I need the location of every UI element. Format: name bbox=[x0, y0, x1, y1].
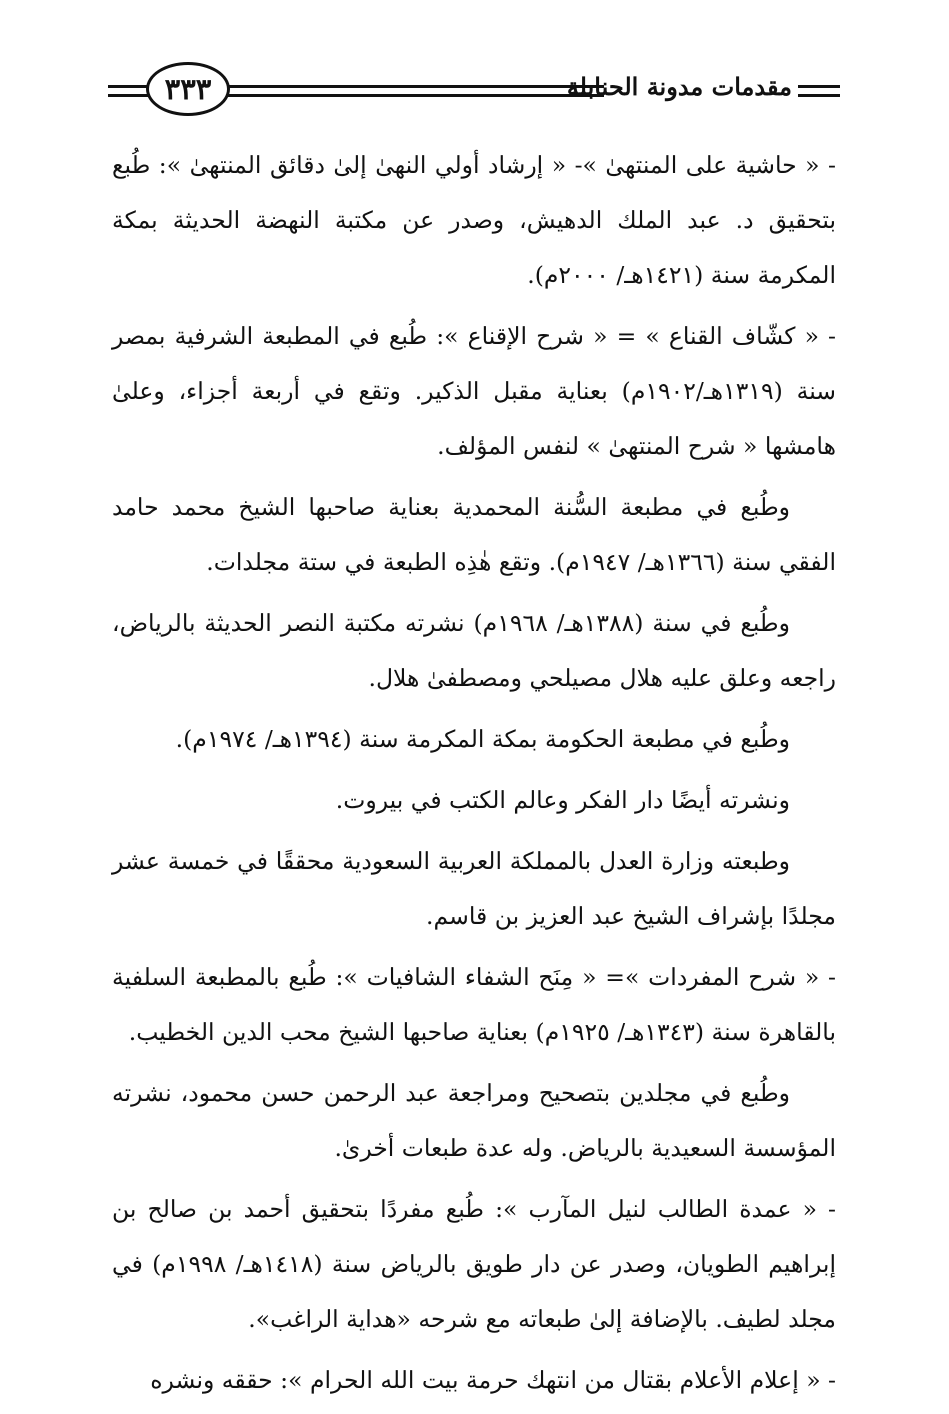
page-body bbox=[112, 138, 836, 1414]
header-rule-middle bbox=[228, 85, 604, 97]
paragraph-mufradat: - « شرح المفردات »= « مِنَح الشفاء الشافيات »: طُبع بالمطبعة السلفية بالقاهرة سنة (١٣٤٣هـ/ ١٩٢٥م) بعناية صاحبها الشيخ محب الدين الخطيب. bbox=[112, 963, 836, 1046]
paragraph-sunna-edition: وطُبع في مطبعة السُّنة المحمدية بعناية صاحبها الشيخ محمد حامد الفقي سنة (١٣٦٦هـ/ ١٩٤٧م). وتقع هٰذِه الطبعة في ستة مجلدات. bbox=[112, 493, 836, 576]
header-rule-right bbox=[798, 85, 840, 97]
running-title: مقدمات مدونة الحنابلة bbox=[566, 72, 792, 101]
paragraph-government-edition: وطُبع في مطبعة الحكومة بمكة المكرمة سنة (١٣٩٤هـ/ ١٩٧٤م). bbox=[175, 725, 790, 753]
paragraph-umdat-al-talib: - « عمدة الطالب لنيل المآرب »: طُبع مفردًا بتحقيق أحمد بن صالح بن إبراهيم الطويان، وصدر عن دار طويق بالرياض سنة (١٤١٨هـ/ ١٩٩٨م) في مجلد لطيف. بالإضافة إلىٰ طبعاته مع شرحه «هداية الراغب». bbox=[112, 1195, 836, 1333]
paragraph-hashiya: - « حاشية على المنتهىٰ »- « إرشاد أولي النهىٰ إلىٰ دقائق المنتهىٰ »: طُبع بتحقيق د. عبد الملك الدهيش، وصدر عن مكتبة النهضة الحديثة بمكة المكرمة سنة (١٤٢١هـ/ ٢٠٠٠م). bbox=[112, 151, 836, 289]
paragraph-kashshaf: - « كشّاف القناع » = « شرح الإقناع »: طُبع في المطبعة الشرفية بمصر سنة (١٣١٩هـ/١٩٠٢م) بعناية مقبل الذكير. وتقع في أربعة أجزاء، وعلىٰ هامشها « شرح المنتهىٰ » لنفس المؤلف. bbox=[112, 322, 836, 460]
paragraph-two-volumes-edition: وطُبع في مجلدين بتصحيح ومراجعة عبد الرحمن حسن محمود، نشرته المؤسسة السعيدية بالرياض. وله عدة طبعات أخرىٰ. bbox=[112, 1079, 836, 1162]
paragraph-ilam-al-alam: - « إعلام الأعلام بقتال من انتهك حرمة بيت الله الحرام »: حققه ونشره bbox=[150, 1366, 836, 1394]
paragraph-fikr-edition: ونشرته أيضًا دار الفكر وعالم الكتب في بيروت. bbox=[335, 786, 790, 814]
paragraph-justice-edition: وطبعته وزارة العدل بالمملكة العربية السعودية محققًا في خمسة عشر مجلدًا بإشراف الشيخ عبد العزيز بن قاسم. bbox=[112, 847, 836, 930]
header-rule-left bbox=[108, 85, 148, 97]
paragraph-nasr-edition: وطُبع في سنة (١٣٨٨هـ/ ١٩٦٨م) نشرته مكتبة النصر الحديثة بالرياض، راجعه وعلق عليه هلال مصيلحي ومصطفىٰ هلال. bbox=[112, 609, 836, 692]
page-header bbox=[108, 62, 840, 124]
page-number: ٣٣٣ bbox=[146, 62, 230, 116]
